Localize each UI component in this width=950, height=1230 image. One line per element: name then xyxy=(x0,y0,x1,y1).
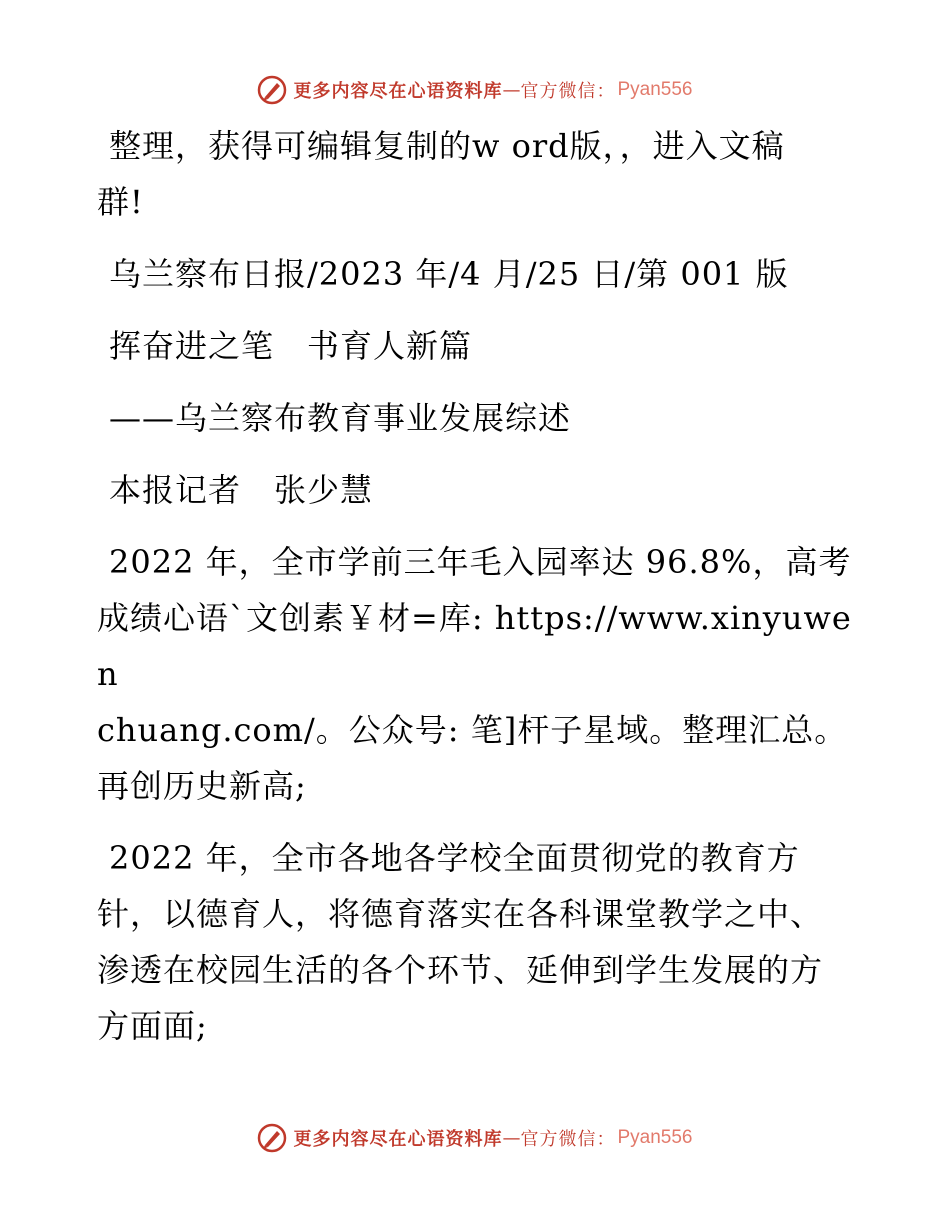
quill-pen-seal-logo-icon xyxy=(257,75,287,105)
paragraph-2-line-4: 方面面; xyxy=(97,1007,208,1045)
quill-pen-seal-logo-icon xyxy=(257,1123,287,1153)
intro-line-1: 整理，获得可编辑复制的w ord版，，进入文稿 xyxy=(109,127,785,165)
watermark-wechat-id: Pyan556 xyxy=(617,79,693,100)
paragraph-1-line-2: 成绩心语`文创素￥材=库: https://www.xinyuwen xyxy=(97,599,852,693)
document-body xyxy=(97,118,857,1070)
watermark-site-text: 更多内容尽在心语资料库 xyxy=(293,1129,503,1150)
paragraph-1-line-4: 再创历史新高; xyxy=(97,767,307,805)
intro-line-2: 群! xyxy=(97,183,144,221)
article-subheadline: ——乌兰察布教育事业发展综述 xyxy=(109,399,572,437)
footer-watermark xyxy=(0,1118,950,1158)
watermark-wechat-id: Pyan556 xyxy=(617,1127,693,1148)
paragraph-1-line-3: chuang.com/。公众号: 笔]杆子星域。整理汇总。 xyxy=(97,711,848,749)
watermark-dash: — xyxy=(502,1127,521,1149)
watermark-wechat-label: 官方微信： xyxy=(520,81,616,102)
article-byline: 本报记者 张少慧 xyxy=(109,471,374,509)
body-paragraph-1 xyxy=(97,534,857,814)
article-headline: 挥奋进之笔 书育人新篇 xyxy=(109,327,473,365)
paragraph-2-line-3: 渗透在校园生活的各个环节、延伸到学生发展的方 xyxy=(97,951,824,989)
paragraph-2-line-2: 针，以德育人，将德育落实在各科课堂教学之中、 xyxy=(97,895,824,933)
intro-paragraph xyxy=(97,118,857,230)
watermark-wechat-label: 官方微信： xyxy=(520,1129,616,1150)
header-watermark xyxy=(0,70,950,110)
source-line: 乌兰察布日报/2023 年/4 月/25 日/第 001 版 xyxy=(109,255,789,293)
paragraph-1-line-1: 2022 年，全市学前三年毛入园率达 96.8%，高考 xyxy=(109,543,852,581)
paragraph-2-line-1: 2022 年，全市各地各学校全面贯彻党的教育方 xyxy=(109,839,800,877)
watermark-site-text: 更多内容尽在心语资料库 xyxy=(293,81,503,102)
watermark-dash: — xyxy=(502,79,521,101)
body-paragraph-2 xyxy=(97,830,857,1054)
